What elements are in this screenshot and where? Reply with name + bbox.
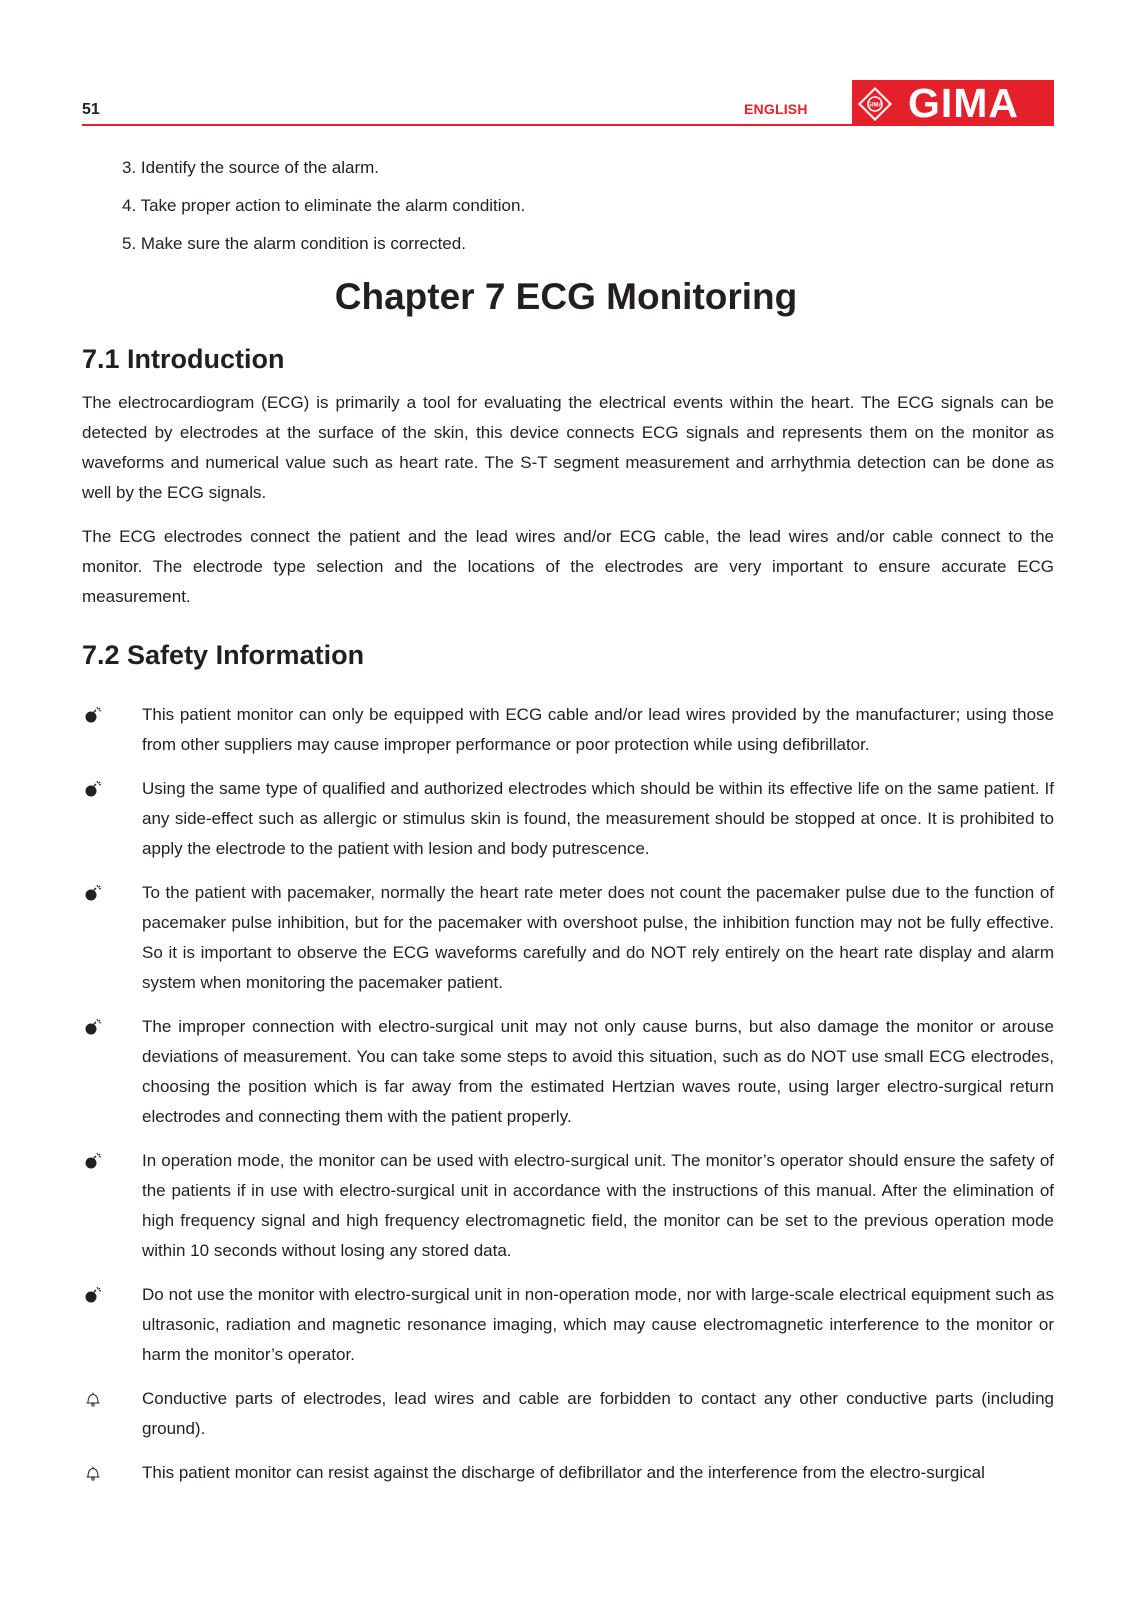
bomb-warning-icon (84, 1286, 102, 1304)
safety-item (82, 1146, 1054, 1266)
bomb-warning-icon (84, 1152, 102, 1170)
bomb-warning-icon (84, 1018, 102, 1036)
safety-item (82, 1458, 1054, 1488)
safety-item-text: To the patient with pacemaker, normally the heart rate meter does not count the pacemaker pulse due to the function of pacemaker pulse inhibition, but for the pacemaker with overshoot pulse, the inhibition function may not be fully effective. So it is important to observe the ECG waveforms carefully and do NOT rely entirely on the heart rate display and alarm system when monitoring the pacemaker patient. (142, 883, 1054, 992)
alarm-steps-list (122, 157, 525, 271)
safety-item-text: This patient monitor can only be equipped with ECG cable and/or lead wires provided by the manufacturer; using those from other suppliers may cause improper performance or poor protection while using defibrillator. (142, 705, 1054, 754)
safety-item-text: Do not use the monitor with electro-surgical unit in non-operation mode, nor with large-scale electrical equipment such as ultrasonic, radiation and magnetic resonance imaging, which may cause electromagnetic interference to the monitor or harm the monitor’s operator. (142, 1285, 1054, 1364)
bomb-warning-icon (84, 706, 102, 724)
bell-note-icon (84, 1464, 102, 1482)
chapter-title: Chapter 7 ECG Monitoring (334, 276, 798, 317)
list-item: 3. Identify the source of the alarm. (122, 158, 380, 177)
section-title-introduction: 7.1 Introduction (82, 344, 285, 374)
safety-item (82, 1280, 1054, 1370)
intro-paragraph: The ECG electrodes connect the patient and the lead wires and/or ECG cable, the lead wires and/or cable connect to the monitor. The electrode type selection and the locations of the electrodes are very important to ensure accurate ECG measurement. (82, 527, 1054, 606)
safety-item (82, 878, 1054, 998)
bomb-warning-icon (84, 884, 102, 902)
safety-item-text: Using the same type of qualified and authorized electrodes which should be within its effective life on the same patient. If any side-effect such as allergic or stimulus skin is found, the measurement should be stopped at once. It is prohibited to apply the electrode to the patient with lesion and body putrescence. (142, 779, 1054, 858)
logo-badge-text: GIMA (867, 102, 883, 109)
safety-item-text: The improper connection with electro-surgical unit may not only cause burns, but also damage the monitor or arouse deviations of measurement. You can take some steps to avoid this situation, such as do NOT use small ECG electrodes, choosing the position which is far away from the estimated Hertzian waves route, using larger electro-surgical return electrodes and connecting them with the patient properly. (142, 1017, 1054, 1126)
bomb-warning-icon (84, 780, 102, 798)
safety-item-text: This patient monitor can resist against the discharge of defibrillator and the interference from the electro-surgical (142, 1463, 985, 1482)
list-item: 4. Take proper action to eliminate the alarm condition. (122, 196, 526, 215)
safety-item-text: In operation mode, the monitor can be used with electro-surgical unit. The monitor’s operator should ensure the safety of the patients if in use with electro-surgical unit in accordance with the instructions of this manual. After the elimination of high frequency signal and high frequency electromagnetic field, the monitor can be set to the previous operation mode within 10 seconds without losing any stored data. (142, 1151, 1054, 1260)
page-number: 51 (82, 101, 100, 118)
section-title-safety: 7.2 Safety Information (82, 640, 365, 670)
logo-text: GIMA (908, 80, 1020, 126)
gima-logo (852, 80, 1054, 126)
safety-item (82, 700, 1054, 760)
safety-item (82, 1012, 1054, 1132)
safety-item (82, 774, 1054, 864)
safety-item (82, 1384, 1054, 1444)
list-item: 5. Make sure the alarm condition is corrected. (122, 234, 466, 253)
logo-diamond-icon (858, 87, 892, 121)
safety-item-text: Conductive parts of electrodes, lead wires and cable are forbidden to contact any other conductive parts (including ground). (142, 1389, 1054, 1438)
intro-paragraph: The electrocardiogram (ECG) is primarily a tool for evaluating the electrical events within the heart. The ECG signals can be detected by electrodes at the surface of the skin, this device connects ECG signals and represents them on the monitor as waveforms and numerical value such as heart rate. The S-T segment measurement and arrhythmia detection can be done as well by the ECG signals. (82, 393, 1054, 502)
page-header (0, 0, 1132, 130)
safety-list (82, 700, 1054, 1502)
bell-note-icon (84, 1390, 102, 1408)
language-label: ENGLISH (744, 101, 808, 117)
